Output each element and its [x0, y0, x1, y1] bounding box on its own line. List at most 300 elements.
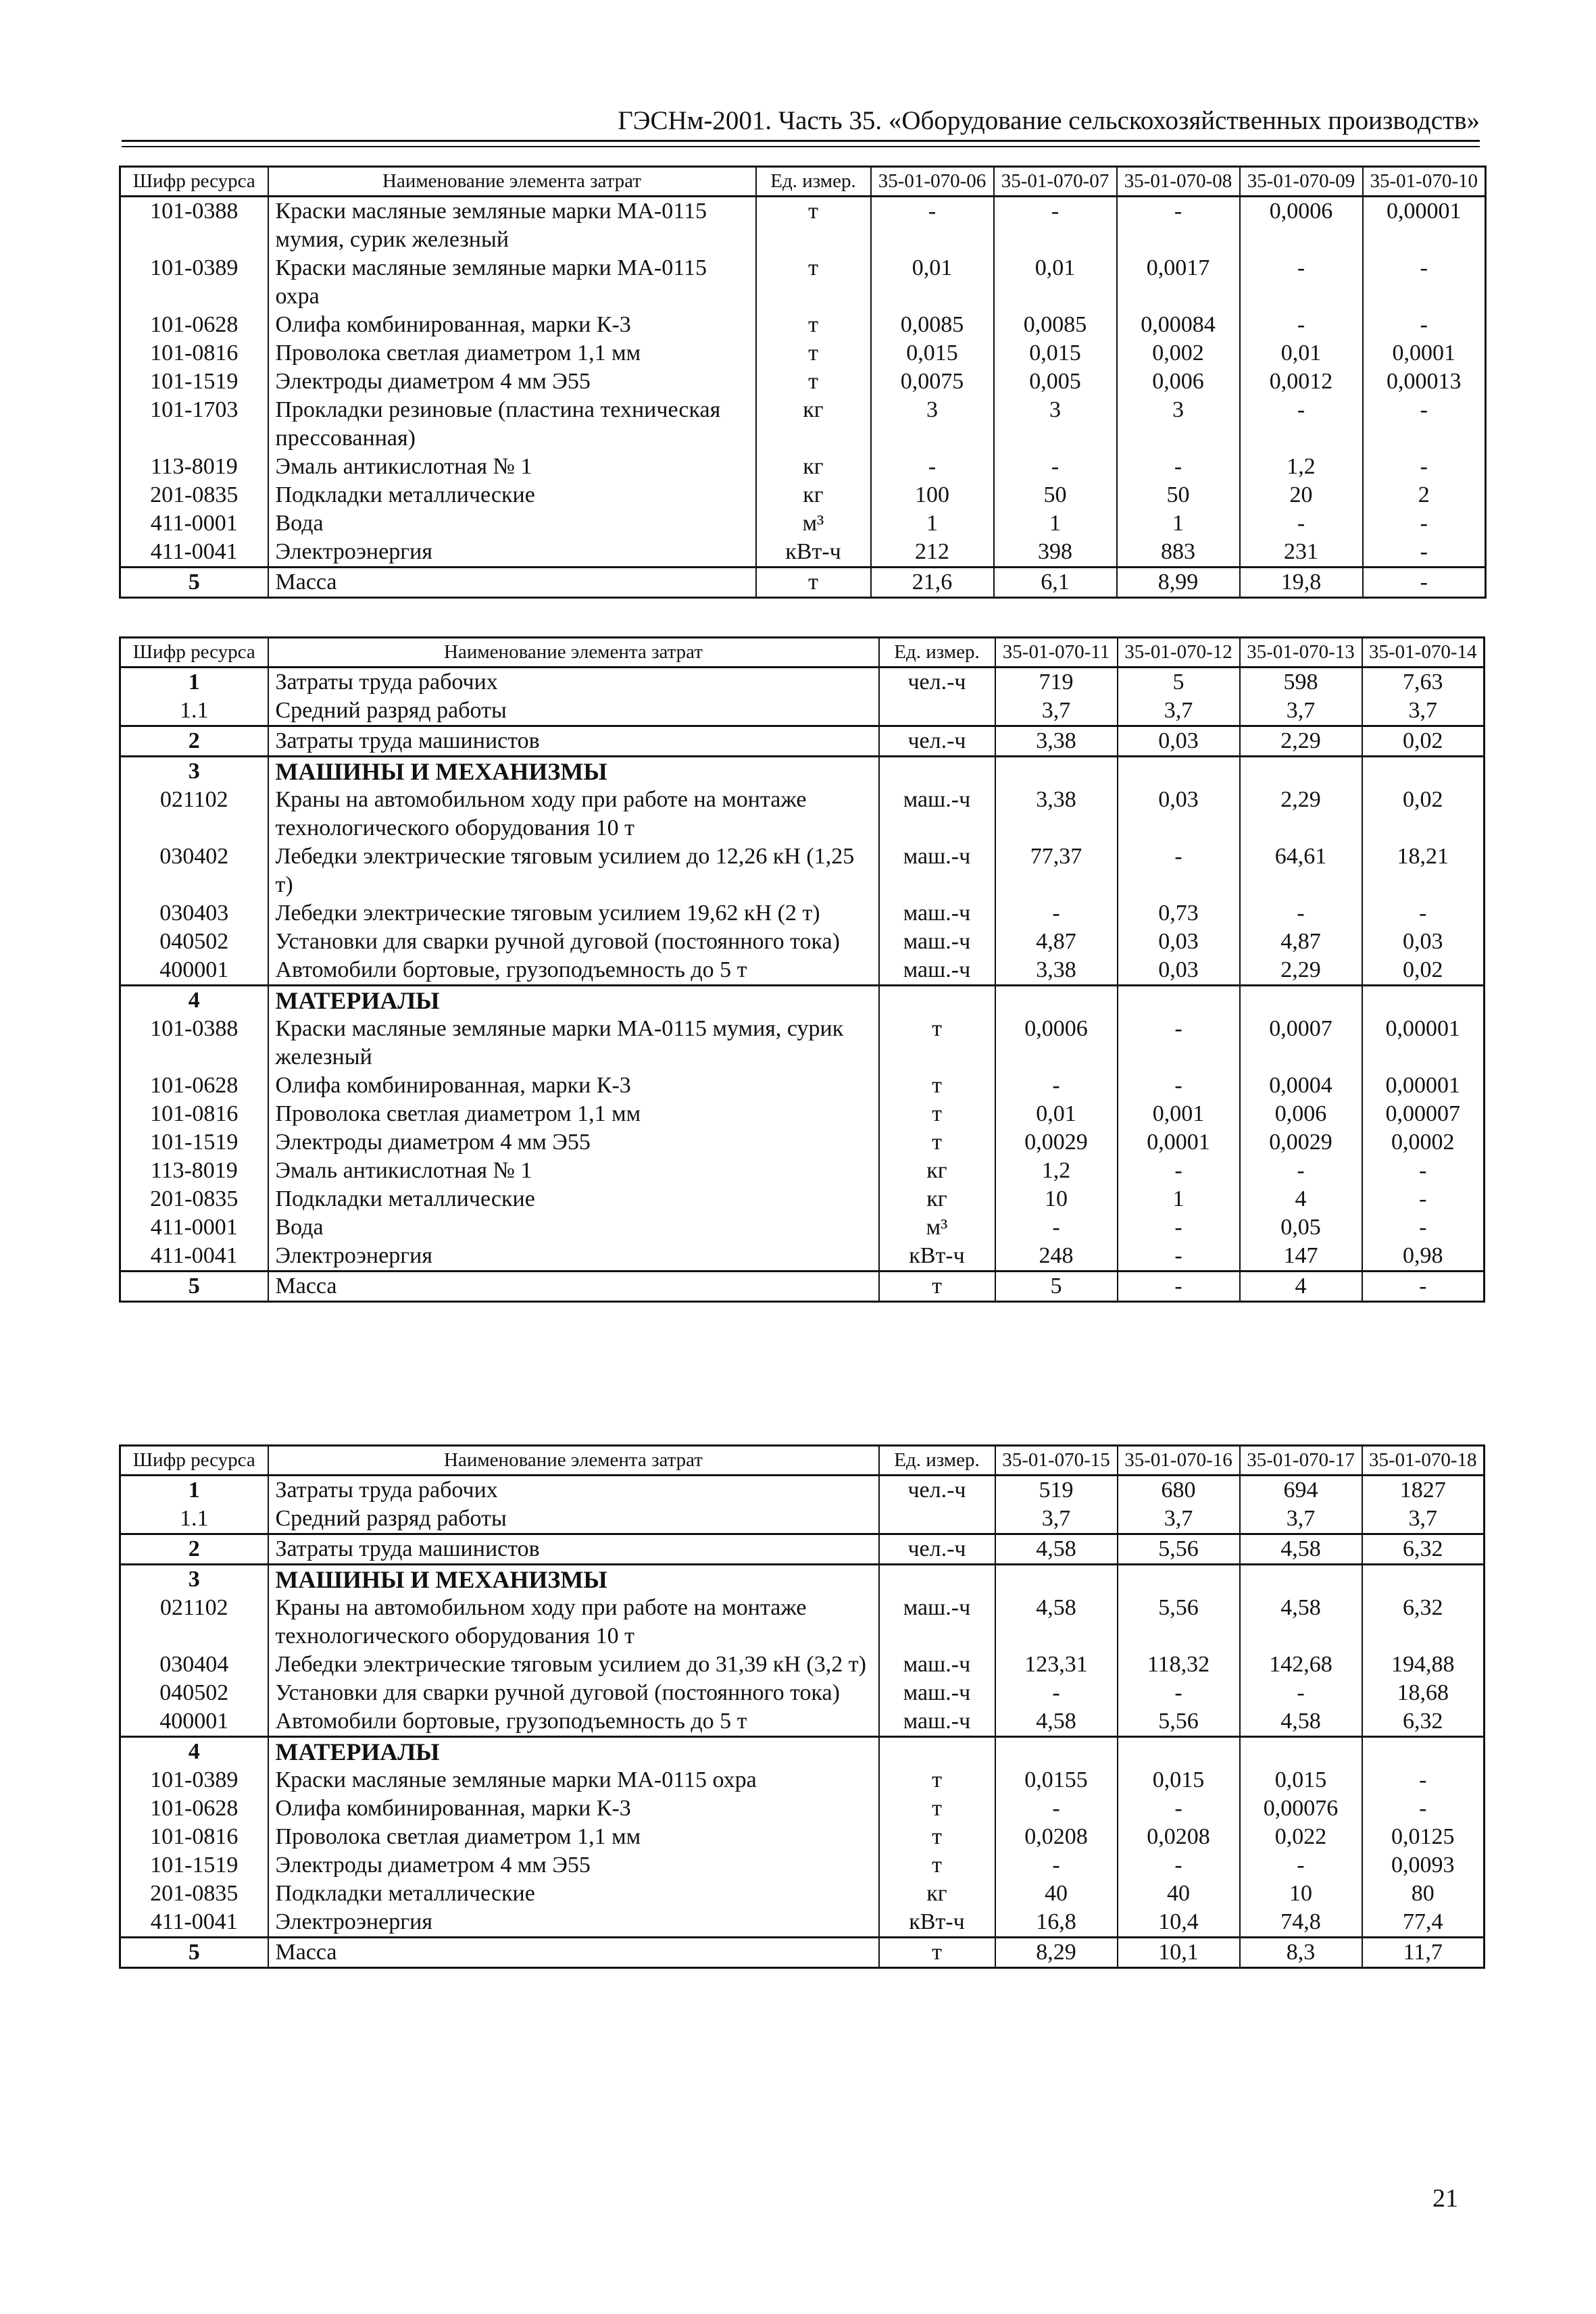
norm-value: 0,01 [1240, 339, 1363, 368]
norm-value: 0,0029 [995, 1128, 1118, 1157]
resource-code: 201-0835 [120, 1185, 268, 1213]
table-row [120, 928, 1485, 956]
resource-name: Краски масляные земляные марки МА-0115 охра [268, 254, 756, 311]
norm-value: 3,38 [995, 786, 1118, 842]
norm-value: 3,38 [995, 956, 1118, 986]
table-row [120, 453, 1486, 481]
norm-value: 3,38 [995, 726, 1118, 757]
resource-code: 021102 [120, 786, 268, 842]
resource-name: Электроэнергия [268, 538, 756, 568]
resource-name: Подкладки металлические [268, 1185, 879, 1213]
norm-value: 0,00001 [1362, 1072, 1485, 1100]
table-row [120, 197, 1486, 255]
norm-value: 0,0001 [1118, 1128, 1240, 1157]
table-row [120, 1938, 1485, 1968]
table-row [120, 339, 1486, 368]
norm-value: 147 [1240, 1242, 1362, 1272]
norm-value [1362, 757, 1485, 786]
norm-value: 3,7 [1240, 1505, 1362, 1534]
norm-value: 1,2 [995, 1157, 1118, 1185]
unit-of-measure: т [756, 568, 871, 598]
norm-value: 0,00007 [1362, 1100, 1485, 1128]
resource-code: 101-0816 [120, 339, 268, 368]
norm-value: 212 [871, 538, 994, 568]
norm-value: - [1118, 842, 1240, 899]
unit-of-measure: т [756, 254, 871, 311]
unit-of-measure: чел.-ч [879, 726, 995, 757]
resource-code: 1.1 [120, 1505, 268, 1534]
unit-of-measure [879, 986, 995, 1015]
norm-value: 7,63 [1362, 668, 1485, 697]
header-column-code: 35-01-070-17 [1240, 1446, 1362, 1476]
norm-value: 8,99 [1117, 568, 1240, 598]
resource-code: 040502 [120, 928, 268, 956]
header-column-code: 35-01-070-14 [1362, 638, 1485, 668]
table-header-row [120, 1446, 1485, 1476]
table-row [120, 311, 1486, 339]
resource-code: 101-0628 [120, 1794, 268, 1823]
norm-value: 231 [1240, 538, 1363, 568]
norm-value: 4,58 [1240, 1534, 1362, 1565]
norm-value: 0,015 [1240, 1766, 1362, 1794]
resource-name: Электроды диаметром 4 мм Э55 [268, 1128, 879, 1157]
resource-name: Эмаль антикислотная № 1 [268, 453, 756, 481]
header-code: Шифр ресурса [120, 1446, 268, 1476]
resource-name: МАТЕРИАЛЫ [268, 1737, 879, 1767]
norm-value: - [1117, 453, 1240, 481]
unit-of-measure: кВт-ч [879, 1242, 995, 1272]
resource-name: Проволока светлая диаметром 1,1 мм [268, 1100, 879, 1128]
norm-value: 3 [1117, 396, 1240, 453]
table-row [120, 1015, 1485, 1072]
norm-value: 0,0006 [995, 1015, 1118, 1072]
norm-value [1240, 1737, 1362, 1767]
unit-of-measure: маш.-ч [879, 842, 995, 899]
norm-value: 20 [1240, 481, 1363, 509]
resource-name: Олифа комбинированная, марки К-3 [268, 1072, 879, 1100]
norm-value: 2,29 [1240, 956, 1362, 986]
norm-value: 194,88 [1362, 1651, 1485, 1679]
unit-of-measure: маш.-ч [879, 1679, 995, 1707]
resource-code: 1.1 [120, 697, 268, 726]
resource-code: 411-0041 [120, 1242, 268, 1272]
norm-value: 694 [1240, 1476, 1362, 1505]
resource-code: 113-8019 [120, 453, 268, 481]
resource-name: Краски масляные земляные марки МА-0115 мумия, сурик железный [268, 197, 756, 255]
norm-value: 0,0017 [1117, 254, 1240, 311]
norm-value: 3,7 [1362, 1505, 1485, 1534]
norm-value: 142,68 [1240, 1651, 1362, 1679]
unit-of-measure: т [756, 339, 871, 368]
norm-value: - [1363, 396, 1486, 453]
resource-code: 2 [120, 1534, 268, 1565]
resource-name: Масса [268, 1272, 879, 1302]
resource-code: 030403 [120, 899, 268, 928]
unit-of-measure: чел.-ч [879, 668, 995, 697]
norm-value: - [1118, 1242, 1240, 1272]
table-row [120, 1880, 1485, 1908]
norm-value: 0,03 [1118, 928, 1240, 956]
resource-code: 101-0389 [120, 1766, 268, 1794]
page-number: 21 [1432, 2184, 1458, 2213]
unit-of-measure [879, 1505, 995, 1534]
norm-value: 5 [1118, 668, 1240, 697]
norm-value: 5,56 [1118, 1594, 1240, 1651]
unit-of-measure: кг [756, 453, 871, 481]
resource-code: 021102 [120, 1594, 268, 1651]
resource-code: 101-0389 [120, 254, 268, 311]
norm-value: - [1362, 1157, 1485, 1185]
header-column-code: 35-01-070-16 [1118, 1446, 1240, 1476]
norm-value: 0,98 [1362, 1242, 1485, 1272]
norm-value: 3,7 [995, 697, 1118, 726]
unit-of-measure: маш.-ч [879, 1594, 995, 1651]
resource-code: 400001 [120, 956, 268, 986]
unit-of-measure: маш.-ч [879, 899, 995, 928]
header-code: Шифр ресурса [120, 638, 268, 668]
norm-value: 248 [995, 1242, 1118, 1272]
norm-value: 0,0125 [1362, 1823, 1485, 1851]
norm-value: 77,37 [995, 842, 1118, 899]
section-row [120, 1565, 1485, 1594]
norm-value: 74,8 [1240, 1908, 1362, 1938]
header-divider [122, 146, 1480, 147]
resource-code: 101-1519 [120, 1851, 268, 1880]
norm-value: 80 [1362, 1880, 1485, 1908]
header-column-code: 35-01-070-15 [995, 1446, 1118, 1476]
norm-value: 4,58 [995, 1534, 1118, 1565]
resource-name: МАТЕРИАЛЫ [268, 986, 879, 1015]
resource-name: Прокладки резиновые (пластина техническая прессованная) [268, 396, 756, 453]
resource-code: 201-0835 [120, 1880, 268, 1908]
resource-name: Электроды диаметром 4 мм Э55 [268, 368, 756, 396]
norm-value: 3,7 [1118, 1505, 1240, 1534]
norm-value: 0,01 [995, 1100, 1118, 1128]
norm-value: - [994, 197, 1117, 255]
header-column-code: 35-01-070-06 [871, 167, 994, 197]
norm-value: 0,05 [1240, 1213, 1362, 1242]
norm-value [1240, 757, 1362, 786]
norm-value: 0,001 [1118, 1100, 1240, 1128]
norm-value [1362, 1737, 1485, 1767]
resource-name: Затраты труда рабочих [268, 668, 879, 697]
norm-value: 0,006 [1117, 368, 1240, 396]
resource-name: Лебедки электрические тяговым усилием 19,62 кН (2 т) [268, 899, 879, 928]
norm-value: - [1240, 254, 1363, 311]
norm-value: 2,29 [1240, 726, 1362, 757]
norm-value: 519 [995, 1476, 1118, 1505]
resource-code: 030404 [120, 1651, 268, 1679]
table-row [120, 726, 1485, 757]
table-row [120, 1185, 1485, 1213]
norm-value: 3,7 [1362, 697, 1485, 726]
norm-value: 2,29 [1240, 786, 1362, 842]
resource-name: Электроэнергия [268, 1908, 879, 1938]
resource-name: Краски масляные земляные марки МА-0115 мумия, сурик железный [268, 1015, 879, 1072]
norm-value: 0,0075 [871, 368, 994, 396]
norm-value: 0,006 [1240, 1100, 1362, 1128]
unit-of-measure: т [756, 368, 871, 396]
norm-value: - [1363, 538, 1486, 568]
norm-value: - [1363, 311, 1486, 339]
header-column-code: 35-01-070-11 [995, 638, 1118, 668]
table-row [120, 1766, 1485, 1794]
resource-code: 101-1519 [120, 368, 268, 396]
resource-code: 101-0816 [120, 1823, 268, 1851]
norm-value: 6,32 [1362, 1707, 1485, 1737]
resource-code: 101-1519 [120, 1128, 268, 1157]
resource-name: Вода [268, 509, 756, 538]
table-row [120, 697, 1485, 726]
unit-of-measure: т [879, 1100, 995, 1128]
header-name: Наименование элемента затрат [268, 1446, 879, 1476]
section-row [120, 1737, 1485, 1767]
norm-value [1118, 1737, 1240, 1767]
norm-value [995, 986, 1118, 1015]
table-row [120, 538, 1486, 568]
unit-of-measure: т [879, 1938, 995, 1968]
header-unit: Ед. измер. [756, 167, 871, 197]
norm-value: 64,61 [1240, 842, 1362, 899]
norm-value: 40 [995, 1880, 1118, 1908]
norm-value: 0,0002 [1362, 1128, 1485, 1157]
resource-name: Лебедки электрические тяговым усилием до 31,39 кН (3,2 т) [268, 1651, 879, 1679]
norm-value: 0,022 [1240, 1823, 1362, 1851]
resource-code: 5 [120, 1938, 268, 1968]
resource-code: 101-0628 [120, 1072, 268, 1100]
norm-value: - [1118, 1679, 1240, 1707]
norm-value: - [994, 453, 1117, 481]
resource-code: 101-0388 [120, 1015, 268, 1072]
norm-value: 0,00084 [1117, 311, 1240, 339]
resource-code: 101-0388 [120, 197, 268, 255]
norm-value: - [1117, 197, 1240, 255]
norm-value [1362, 1565, 1485, 1594]
norm-value: 3 [994, 396, 1117, 453]
norm-value: - [1362, 899, 1485, 928]
norm-value: 6,1 [994, 568, 1117, 598]
norm-value: - [1240, 311, 1363, 339]
resource-code: 101-1703 [120, 396, 268, 453]
norm-value: - [1240, 509, 1363, 538]
norm-value: 4,87 [995, 928, 1118, 956]
norm-value: - [1118, 1272, 1240, 1302]
norm-value: 0,0001 [1363, 339, 1486, 368]
table-row [120, 842, 1485, 899]
unit-of-measure: кВт-ч [879, 1908, 995, 1938]
norm-value: 0,015 [871, 339, 994, 368]
unit-of-measure: чел.-ч [879, 1476, 995, 1505]
resource-name: Затраты труда машинистов [268, 1534, 879, 1565]
resource-code: 030402 [120, 842, 268, 899]
resource-name: Затраты труда машинистов [268, 726, 879, 757]
norm-value: 100 [871, 481, 994, 509]
unit-of-measure: маш.-ч [879, 928, 995, 956]
resource-code: 3 [120, 757, 268, 786]
norm-value: 1 [871, 509, 994, 538]
norm-value: 0,0208 [1118, 1823, 1240, 1851]
unit-of-measure: маш.-ч [879, 786, 995, 842]
unit-of-measure: т [879, 1015, 995, 1072]
table-row [120, 1908, 1485, 1938]
norm-value: 0,0155 [995, 1766, 1118, 1794]
norm-value: 21,6 [871, 568, 994, 598]
norm-value: 5,56 [1118, 1534, 1240, 1565]
resource-code: 4 [120, 986, 268, 1015]
resource-name: Средний разряд работы [268, 1505, 879, 1534]
resource-code: 101-0628 [120, 311, 268, 339]
norm-value: 1 [1118, 1185, 1240, 1213]
norm-value: 0,0012 [1240, 368, 1363, 396]
norm-value: - [1363, 568, 1486, 598]
norm-value [1118, 1565, 1240, 1594]
unit-of-measure: м³ [879, 1213, 995, 1242]
section-row [120, 757, 1485, 786]
norm-value: - [1362, 1766, 1485, 1794]
resource-table-2 [119, 636, 1485, 1303]
resource-code: 113-8019 [120, 1157, 268, 1185]
header-column-code: 35-01-070-13 [1240, 638, 1362, 668]
norm-value: 0,002 [1117, 339, 1240, 368]
norm-value: 719 [995, 668, 1118, 697]
resource-name: Установки для сварки ручной дуговой (постоянного тока) [268, 1679, 879, 1707]
resource-name: МАШИНЫ И МЕХАНИЗМЫ [268, 757, 879, 786]
norm-value: 50 [1117, 481, 1240, 509]
norm-value: 6,32 [1362, 1594, 1485, 1651]
norm-value: 0,02 [1362, 956, 1485, 986]
norm-value: 4 [1240, 1272, 1362, 1302]
section-row [120, 986, 1485, 1015]
unit-of-measure: т [879, 1823, 995, 1851]
resource-code: 5 [120, 568, 268, 598]
norm-value: 1,2 [1240, 453, 1363, 481]
table-row [120, 509, 1486, 538]
norm-value: 10,4 [1118, 1908, 1240, 1938]
table-row [120, 956, 1485, 986]
resource-name: МАШИНЫ И МЕХАНИЗМЫ [268, 1565, 879, 1594]
table-row [120, 1476, 1485, 1505]
norm-value [1240, 986, 1362, 1015]
norm-value: 4 [1240, 1185, 1362, 1213]
header-unit: Ед. измер. [879, 638, 995, 668]
norm-value: 6,32 [1362, 1534, 1485, 1565]
table-row [120, 396, 1486, 453]
norm-value: - [995, 1794, 1118, 1823]
norm-value: - [995, 1851, 1118, 1880]
table-row [120, 1707, 1485, 1737]
norm-value: 0,03 [1118, 726, 1240, 757]
table-row [120, 1157, 1485, 1185]
norm-value: 0,73 [1118, 899, 1240, 928]
norm-value: - [1118, 1794, 1240, 1823]
table-row [120, 1128, 1485, 1157]
unit-of-measure: т [879, 1766, 995, 1794]
unit-of-measure [879, 697, 995, 726]
norm-value: 0,03 [1362, 928, 1485, 956]
norm-value [995, 1565, 1118, 1594]
unit-of-measure: кг [756, 396, 871, 453]
unit-of-measure: кг [879, 1880, 995, 1908]
resource-code: 3 [120, 1565, 268, 1594]
table-row [120, 481, 1486, 509]
resource-name: Олифа комбинированная, марки К-3 [268, 311, 756, 339]
table-row [120, 899, 1485, 928]
norm-value: - [871, 197, 994, 255]
table-header-row [120, 167, 1486, 197]
table-row [120, 1794, 1485, 1823]
unit-of-measure: маш.-ч [879, 956, 995, 986]
norm-value: 0,00001 [1362, 1015, 1485, 1072]
norm-value: 0,0085 [994, 311, 1117, 339]
norm-value [1240, 1565, 1362, 1594]
resource-name: Автомобили бортовые, грузоподъемность до 5 т [268, 1707, 879, 1737]
resource-name: Краны на автомобильном ходу при работе на монтаже технологического оборудования 10 т [268, 1594, 879, 1651]
norm-value: - [1363, 509, 1486, 538]
header-code: Шифр ресурса [120, 167, 268, 197]
norm-value: 10 [1240, 1880, 1362, 1908]
norm-value: - [1240, 1851, 1362, 1880]
header-column-code: 35-01-070-07 [994, 167, 1117, 197]
norm-value: 4,58 [995, 1594, 1118, 1651]
resource-name: Краны на автомобильном ходу при работе на монтаже технологического оборудования 10 т [268, 786, 879, 842]
norm-value: 1 [1117, 509, 1240, 538]
unit-of-measure: кг [756, 481, 871, 509]
unit-of-measure: чел.-ч [879, 1534, 995, 1565]
page-header: ГЭСНм-2001. Часть 35. «Оборудование сельскохозяйственных производств» [122, 105, 1480, 142]
table-row [120, 368, 1486, 396]
resource-name: Олифа комбинированная, марки К-3 [268, 1794, 879, 1823]
norm-value: 0,0006 [1240, 197, 1363, 255]
norm-value: 0,02 [1362, 786, 1485, 842]
norm-value: - [995, 1072, 1118, 1100]
resource-code: 1 [120, 1476, 268, 1505]
norm-value: 4,58 [1240, 1594, 1362, 1651]
norm-value [995, 757, 1118, 786]
norm-value: 40 [1118, 1880, 1240, 1908]
norm-value: 1827 [1362, 1476, 1485, 1505]
table-row [120, 568, 1486, 598]
norm-value: 598 [1240, 668, 1362, 697]
norm-value: 8,3 [1240, 1938, 1362, 1968]
norm-value: 3 [871, 396, 994, 453]
header-column-code: 35-01-070-09 [1240, 167, 1363, 197]
table-header-row [120, 638, 1485, 668]
norm-value: 0,03 [1118, 786, 1240, 842]
unit-of-measure: маш.-ч [879, 1707, 995, 1737]
unit-of-measure [879, 757, 995, 786]
norm-value: - [1118, 1851, 1240, 1880]
norm-value: 19,8 [1240, 568, 1363, 598]
norm-value: - [1240, 899, 1362, 928]
norm-value: 680 [1118, 1476, 1240, 1505]
table-row [120, 1505, 1485, 1534]
norm-value: 5 [995, 1272, 1118, 1302]
table-row [120, 1242, 1485, 1272]
resource-name: Масса [268, 568, 756, 598]
norm-value: 16,8 [995, 1908, 1118, 1938]
norm-value: 0,01 [871, 254, 994, 311]
norm-value: 2 [1363, 481, 1486, 509]
norm-value: 0,015 [1118, 1766, 1240, 1794]
resource-name: Масса [268, 1938, 879, 1968]
norm-value: 0,00013 [1363, 368, 1486, 396]
resource-name: Лебедки электрические тяговым усилием до 12,26 кН (1,25 т) [268, 842, 879, 899]
norm-value: 0,0208 [995, 1823, 1118, 1851]
norm-value: 123,31 [995, 1651, 1118, 1679]
norm-value: 0,00001 [1363, 197, 1486, 255]
norm-value: - [1362, 1185, 1485, 1213]
norm-value: - [1363, 453, 1486, 481]
